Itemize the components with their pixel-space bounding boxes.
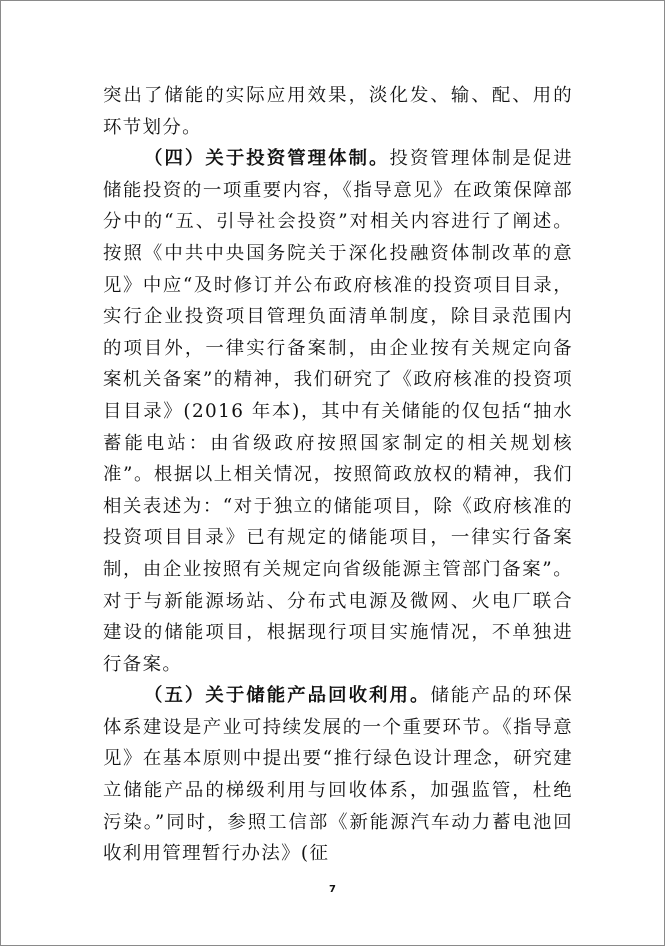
- page-number: 7: [329, 884, 336, 895]
- paragraph-text: 投资管理体制是促进储能投资的一项重要内容，《指导意见》在政策保障部分中的“五、引导社会投资”对相关内容进行了阐述。按照《中共中央国务院关于深化投融资体制改革的意见》中应“及时修订并公布政府核准的投资项目目录，实行企业投资项目管理负面清单制度，除目录范围内的项目外，一律实行备案制，由企业按有关规定向备案机关备案”的精神，我们研究了《政府核准的投资项目目录》(2016 年本)，其中有关储能的仅包括“抽水蓄能电站：由省级政府按照国家制定的相关规划核准”。根据以上相关情况，按照简政放权的精神，我们相关表述为：“对于独立的储能项目，除《政府核准的投资项目目录》已有规定的储能项目，一律实行备案制，由企业按照有关规定向省级能源主管部门备案”。对于与新能源场站、分布式电源及微网、火电厂联合建设的储能项目，根据现行项目实施情况，不单独进行备案。: [103, 148, 573, 675]
- paragraph-product-recycling: [103, 680, 573, 870]
- paragraph-text: 突出了储能的实际应用效果，淡化发、输、配、用的环节划分。: [103, 85, 573, 138]
- section-heading-recycling: （五）关于储能产品回收利用。: [144, 685, 431, 707]
- paragraph-investment-management: [103, 143, 573, 680]
- document-body: [103, 80, 573, 870]
- section-heading-investment: （四）关于投资管理体制。: [144, 148, 390, 170]
- paragraph-continuation: [103, 80, 573, 143]
- paragraph-text: 储能产品的环保体系建设是产业可持续发展的一个重要环节。《指导意见》在基本原则中提出要“推行绿色设计理念，研究建立储能产品的梯级利用与回收体系，加强监管，杜绝污染。”同时，参照工信部《新能源汽车动力蓄电池回收利用管理暂行办法》(征: [103, 685, 573, 865]
